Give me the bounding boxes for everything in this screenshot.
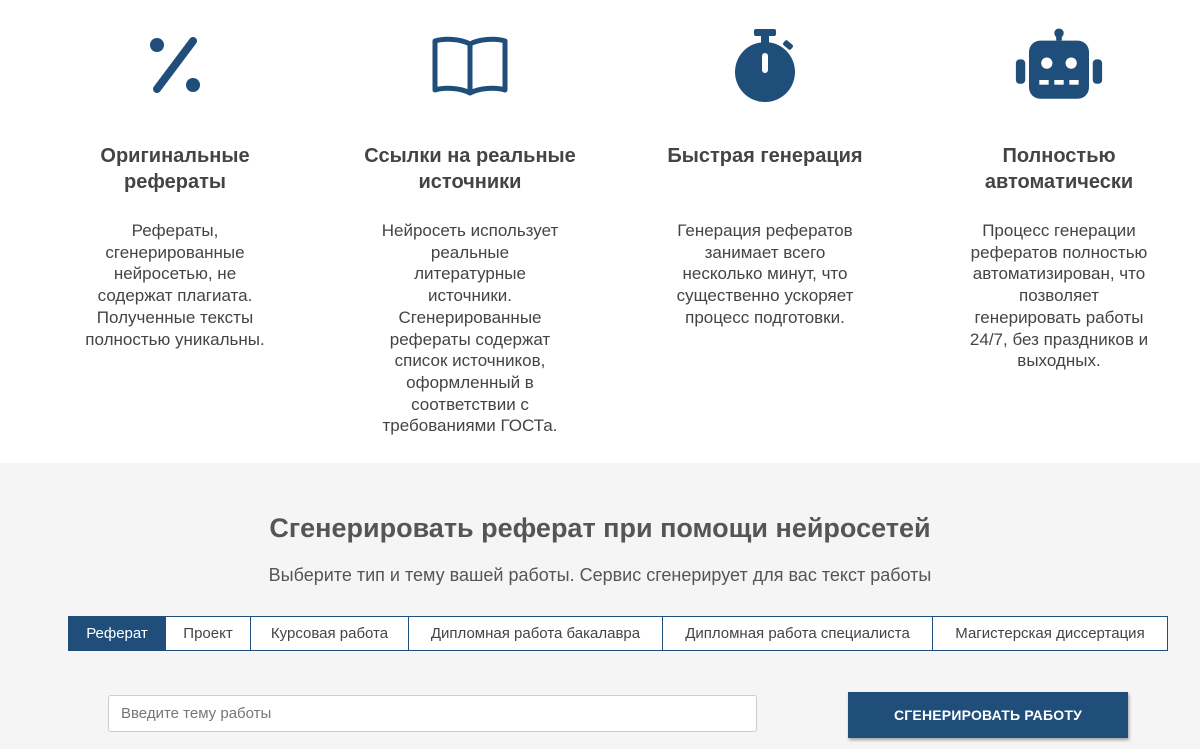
feature-description: Рефераты, сгенерированные нейросетью, не содержат плагиата. Полученные тексты полностью уникальны. [85,221,265,349]
feature-title: Оригинальные рефераты [100,145,250,193]
tab-project[interactable]: Проект [166,617,251,650]
feature-description: Генерация рефератов занимает всего несколько минут, что существенно ускоряет процесс подготовки. [676,221,854,327]
topic-input[interactable] [108,695,757,732]
tab-specialist-thesis[interactable]: Дипломная работа специалиста [663,617,933,650]
feature-title: Быстрая генерация [667,145,863,167]
generate-button[interactable]: СГЕНЕРИРОВАТЬ РАБОТУ [848,692,1128,738]
percent-icon [130,20,220,110]
generator-title: Сгенерировать реферат при помощи нейросетей [269,513,931,543]
robot-icon [1014,20,1104,110]
feature-description: Процесс генерации рефератов полностью автоматизирован, что позволяет генерировать работы 24/7, без праздников и выходных. [969,221,1149,371]
book-icon [425,20,515,110]
feature-description: Нейросеть использует реальные литературные источники. Сгенерированные рефераты содержат список источников, оформленный в соответствии с требованиями ГОСТа. [381,221,559,436]
generator-section [0,463,1200,749]
feature-title: Ссылки на реальные источники [364,145,576,193]
tab-bachelor-thesis[interactable]: Дипломная работа бакалавра [409,617,663,650]
tab-coursework[interactable]: Курсовая работа [251,617,409,650]
tab-referat[interactable]: Реферат [69,617,166,650]
work-type-tabs [68,616,1168,651]
tab-master-dissertation[interactable]: Магистерская диссертация [955,625,1145,642]
feature-title: Полностью автоматически [984,145,1134,193]
generator-subtitle: Выберите тип и тему вашей работы. Сервис сгенерирует для вас текст работы [268,565,932,585]
stopwatch-icon [720,20,810,110]
